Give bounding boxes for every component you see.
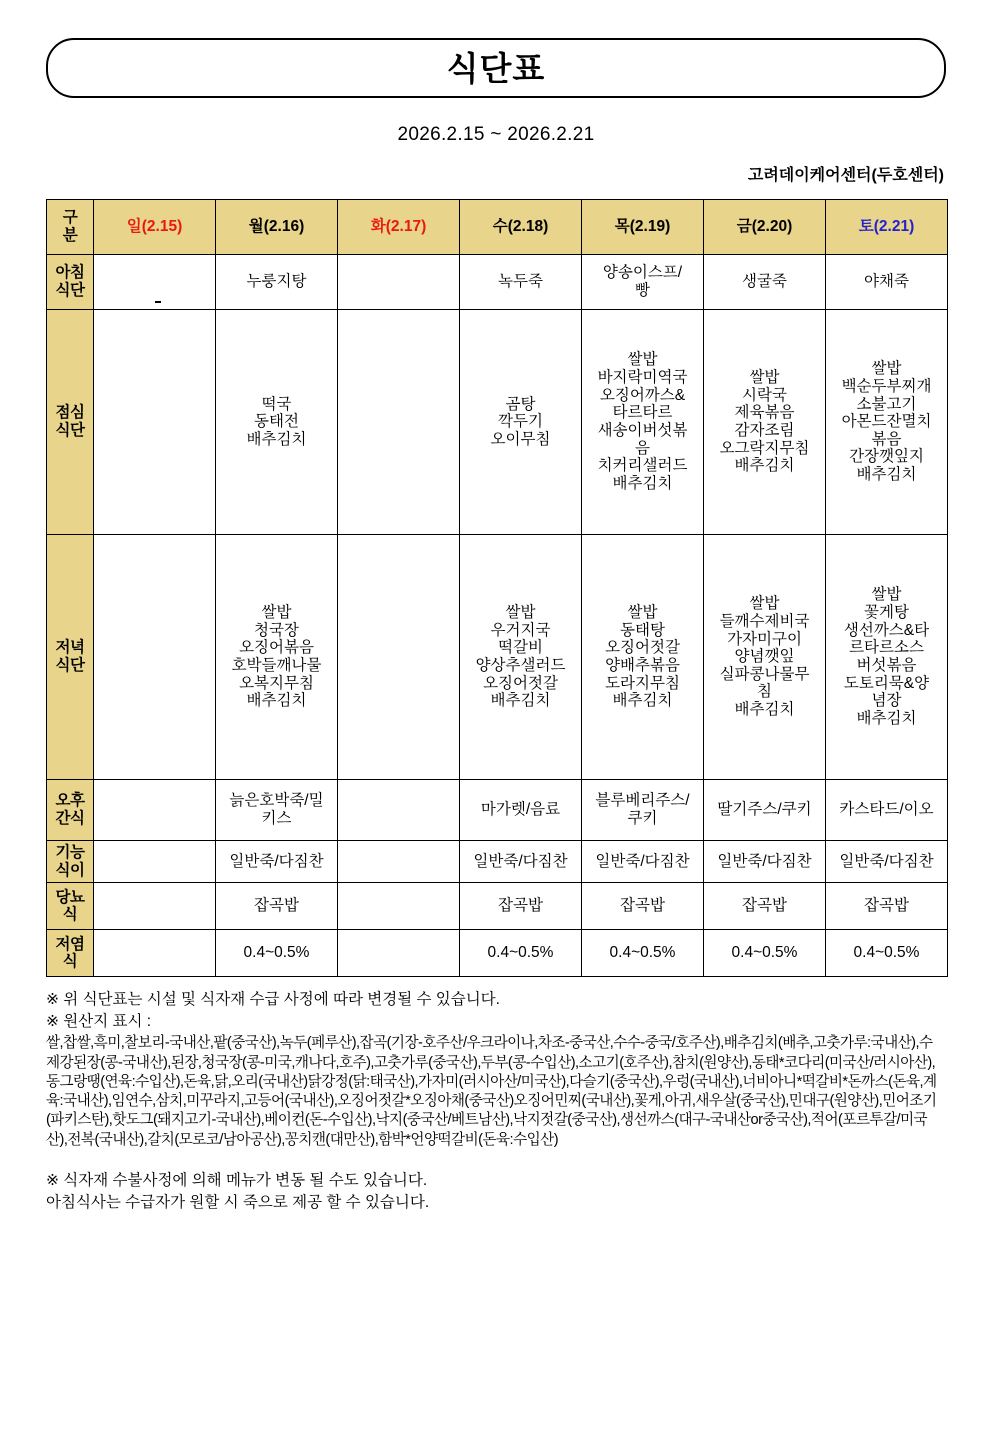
menu-item: 오징어젓갈 (483, 674, 558, 692)
menu-item-list (218, 792, 335, 827)
menu-item: 일반죽/다짐찬 (473, 852, 568, 870)
table-head (47, 200, 948, 255)
menu-cell (460, 930, 582, 977)
menu-item: 누룽지탕 (246, 273, 307, 291)
menu-item: 생굴죽 (742, 273, 787, 291)
menu-cell (582, 255, 704, 310)
menu-item: 쌀밥 (871, 586, 902, 604)
table-row (47, 883, 948, 930)
menu-item: 일반죽/다짐찬 (717, 852, 812, 870)
row-label-line1: 점심 (55, 404, 85, 422)
menu-item: 오징어볶음 (239, 639, 314, 657)
menu-item: 일반죽/다짐찬 (839, 852, 934, 870)
menu-item: 녹두죽 (498, 273, 543, 291)
menu-item-list (828, 897, 945, 915)
menu-item: 양상추샐러드 (475, 657, 566, 674)
menu-item: 0.4~0.5% (243, 944, 310, 962)
menu-item: 실파콩나물무 (719, 665, 810, 683)
day-header-sun: 일(2.15) (94, 200, 216, 255)
menu-item: 간장깻잎지 (849, 448, 924, 466)
row-label-line2: 식 (62, 906, 78, 924)
menu-table-wrap (46, 199, 946, 977)
corner-header-line2: 분 (62, 227, 78, 244)
page-title-banner (46, 38, 946, 98)
menu-item-list (828, 273, 945, 291)
menu-item-list (462, 853, 579, 871)
row-label-line1: 당뇨 (55, 888, 85, 906)
menu-item-list (218, 897, 335, 915)
menu-cell (704, 535, 826, 780)
menu-item-list (462, 897, 579, 915)
menu-item: 제육볶음 (734, 404, 795, 422)
menu-item: 곰탕 (505, 395, 536, 413)
menu-cell (216, 310, 338, 535)
menu-item: 잡곡밥 (864, 897, 909, 915)
row-label-breakfast (47, 255, 94, 310)
menu-item: 쌀밥 (749, 595, 780, 613)
menu-item: 배추김치 (856, 709, 917, 727)
menu-item-list (584, 897, 701, 915)
menu-item-list (706, 853, 823, 871)
menu-item-list (462, 273, 579, 291)
row-label-line1: 기능 (55, 844, 85, 861)
menu-item: 잡곡밥 (742, 897, 787, 915)
menu-cell (94, 310, 216, 535)
menu-item: 치커리샐러드 (597, 457, 688, 475)
menu-cell (826, 310, 948, 535)
menu-item-list (828, 853, 945, 871)
menu-item: 호박들깨나물 (231, 657, 322, 674)
menu-item-list (584, 604, 701, 710)
menu-item-list (462, 801, 579, 819)
menu-item: 르타르소스 (849, 639, 924, 657)
menu-item: 배추김치 (856, 466, 917, 484)
menu-cell (826, 841, 948, 883)
day-header-thu: 목(2.19) (582, 200, 704, 255)
center-name: 고려데이케어센터(두호센터) (747, 167, 944, 184)
note-supply-policy: ※ 식자재 수불사정에 의해 메뉴가 변동 될 수도 있습니다. (46, 1171, 428, 1189)
menu-item: 카스타드/이오 (839, 801, 934, 819)
row-label-line1: 저녁 (55, 639, 85, 657)
menu-item-list (828, 586, 945, 727)
day-header-wed: 수(2.18) (460, 200, 582, 255)
header-row (47, 200, 948, 255)
menu-item: 0.4~0.5% (853, 944, 920, 962)
row-label-line2: 간식 (55, 810, 85, 827)
menu-cell (704, 310, 826, 535)
menu-cell (582, 780, 704, 841)
row-label-line1: 아침 (55, 264, 85, 282)
menu-item: 양배추볶음 (605, 657, 680, 674)
note-origin-body: 쌀,찹쌀,흑미,찰보리-국내산,팥(중국산),녹두(페루산),잡곡(기장-호주산/우크라이나,차조-중국산,수수-중국/호주산),배추김치(배추,고춧가루:국내산),수제강된장(콩-국내산),된장,청국장(콩-미국,캐나다,호주),고춧가루(중국산),두부(콩-수입산),소고기(호주산),참치(원양산),동태*코다리(미국산/러시아산),동그랑땡(연육:수입산),돈육,닭,오리(국내산)닭강정(닭:태국산),가자미(러시아산/미국산),다슬기(중국산),우렁(국내산),너비아니*떡갈비*돈까스(돈육,계육:국내산),임연수,삼치,미꾸라지,고등어(국내산),오징어젓갈*오징아채(중국산)오징어민찌(국내산),꽃게,아귀,새우살(중국산),민대구(원양산),민어조기(파키스탄),핫도그(돼지고기-국내산),베이컨(돈-수입산),낙지(중국산/베트남산),낙지젓갈(중국산),생선까스(대구-국내산or중국산),적어(포르투갈/미국산),전복(국내산),갈치(모로코/남아공산),꽁치캔(대만산),함박*언양떡갈비(돈육:수입산) (46, 1035, 937, 1148)
menu-item: 감자조림 (734, 422, 795, 439)
note-change-policy: ※ 위 식단표는 시설 및 식자재 수급 사정에 따라 변경될 수 있습니다. (46, 991, 500, 1009)
menu-item: 잡곡밥 (254, 897, 299, 915)
menu-cell (216, 535, 338, 780)
menu-item: 타르타르 (612, 404, 673, 422)
row-label-lunch (47, 310, 94, 535)
table-row (47, 780, 948, 841)
menu-item-list (584, 853, 701, 871)
menu-item: 떡갈비 (498, 639, 543, 657)
menu-cell (338, 930, 460, 977)
menu-cell (94, 535, 216, 780)
menu-cell (582, 310, 704, 535)
menu-item: 음 (635, 439, 650, 457)
menu-item: 바지락미역국 (597, 369, 688, 387)
menu-item: 동태탕 (620, 621, 665, 639)
menu-item: 가자미구이 (727, 630, 802, 648)
menu-item-list (218, 396, 335, 449)
table-row (47, 535, 948, 780)
menu-item-list (584, 944, 701, 962)
menu-item: 배추김치 (612, 474, 673, 492)
menu-cell (216, 841, 338, 883)
menu-item: 쿠키 (627, 810, 658, 827)
menu-item: 쌀밥 (749, 369, 780, 387)
menu-item: 배추김치 (490, 692, 551, 710)
day-header-tue: 화(2.17) (338, 200, 460, 255)
menu-cell (216, 883, 338, 930)
menu-cell (704, 930, 826, 977)
menu-item: 쌀밥 (261, 604, 292, 622)
menu-cell (94, 780, 216, 841)
menu-item: 오이무침 (490, 430, 551, 448)
menu-item: 일반죽/다짐찬 (229, 852, 324, 870)
table-row (47, 841, 948, 883)
corner-header-line1: 구 (62, 209, 78, 227)
menu-item-list (218, 273, 335, 291)
menu-item: 키스 (261, 810, 292, 827)
menu-item-list (462, 604, 579, 710)
menu-item: 오그락지무침 (719, 439, 810, 457)
menu-item: 배추김치 (612, 692, 673, 710)
note-origin-heading: ※ 원산지 표시 : (46, 1013, 152, 1031)
day-header-fri: 금(2.20) (704, 200, 826, 255)
row-label-line1: 오후 (55, 792, 85, 810)
menu-item: 잡곡밥 (498, 897, 543, 915)
menu-item: 늙은호박죽/밀 (229, 792, 324, 810)
menu-item-list (706, 273, 823, 291)
menu-cell (826, 780, 948, 841)
menu-item-list (706, 369, 823, 475)
menu-item: 청국장 (254, 621, 299, 639)
menu-cell (704, 841, 826, 883)
row-label-line2: 식이 (55, 861, 85, 879)
menu-cell (582, 841, 704, 883)
menu-cell (94, 255, 216, 310)
menu-item: 오징어젓갈 (605, 639, 680, 657)
menu-cell (338, 255, 460, 310)
menu-item: 오복지무침 (239, 674, 314, 692)
table-row (47, 930, 948, 977)
menu-cell (338, 780, 460, 841)
row-label-line2: 식단 (55, 282, 85, 299)
menu-item: 떡국 (261, 395, 292, 413)
row-label-lowsalt (47, 930, 94, 977)
day-header-mon: 월(2.16) (216, 200, 338, 255)
menu-item: 잡곡밥 (620, 897, 665, 915)
menu-item: 새송이버섯볶 (597, 422, 688, 439)
menu-cell (216, 930, 338, 977)
menu-cell (704, 780, 826, 841)
menu-cell (338, 841, 460, 883)
menu-item-list (584, 264, 701, 299)
menu-cell (704, 883, 826, 930)
menu-item: 야채죽 (864, 273, 909, 291)
menu-cell (582, 535, 704, 780)
menu-cell (94, 930, 216, 977)
menu-item: 배추김치 (734, 457, 795, 475)
menu-item: 배추김치 (246, 692, 307, 710)
menu-cell (338, 310, 460, 535)
menu-item-list (706, 897, 823, 915)
menu-item: 들깨수제비국 (719, 612, 810, 630)
day-header-sat: 토(2.21) (826, 200, 948, 255)
menu-item: 쌀밥 (871, 360, 902, 378)
menu-item-list (218, 604, 335, 710)
menu-cell (338, 883, 460, 930)
menu-cell (94, 841, 216, 883)
page-title: 식단표 (446, 49, 546, 87)
row-label-dinner (47, 535, 94, 780)
menu-item: 마가렛/음료 (480, 801, 561, 819)
menu-cell (216, 255, 338, 310)
menu-item: 시락국 (742, 386, 787, 404)
meal-plan-page (0, 38, 992, 1441)
row-label-line2: 식 (62, 953, 78, 971)
table-row (47, 255, 948, 310)
menu-cell (826, 255, 948, 310)
menu-cell (460, 780, 582, 841)
date-range: 2026.2.15 ~ 2026.2.21 (397, 124, 595, 145)
menu-item: 배추김치 (246, 430, 307, 448)
menu-item: 일반죽/다짐찬 (595, 852, 690, 870)
row-label-line2: 식단 (55, 422, 85, 439)
menu-item: 깍두기 (498, 413, 543, 431)
menu-cell (460, 255, 582, 310)
menu-item: 꽃게탕 (864, 604, 909, 622)
menu-item: 아몬드잔멸치 (841, 413, 932, 431)
menu-item: 0.4~0.5% (731, 944, 798, 962)
menu-cell (216, 780, 338, 841)
menu-cell (582, 883, 704, 930)
menu-item-list (218, 944, 335, 962)
menu-cell (826, 930, 948, 977)
menu-item: 념장 (871, 692, 902, 710)
menu-item: 블루베리주스/ (595, 792, 690, 810)
menu-cell (826, 535, 948, 780)
menu-item: 볶음 (871, 430, 902, 448)
menu-item: 도토리묵&양 (843, 674, 930, 692)
table-body (47, 255, 948, 977)
menu-item: 쌀밥 (627, 351, 658, 369)
menu-cell (460, 310, 582, 535)
menu-cell (460, 883, 582, 930)
menu-item: 0.4~0.5% (487, 944, 554, 962)
menu-item: 양송이스프/ (602, 264, 683, 282)
menu-item-list (828, 360, 945, 484)
menu-cell (582, 930, 704, 977)
menu-item-list (462, 944, 579, 962)
corner-header (47, 200, 94, 255)
menu-item: 오징어까스& (599, 386, 686, 404)
menu-item: 백순두부찌개 (841, 377, 932, 395)
menu-item: 양념깻잎 (734, 648, 795, 666)
menu-item: 버섯볶음 (856, 657, 917, 674)
menu-item-list (706, 801, 823, 819)
menu-cell (704, 255, 826, 310)
menu-item: 동태전 (254, 413, 299, 431)
menu-item-list (828, 801, 945, 819)
note-breakfast-policy: 아침식사는 수급자가 원할 시 죽으로 제공 할 수 있습니다. (46, 1193, 430, 1211)
menu-cell (826, 883, 948, 930)
menu-item-list (462, 396, 579, 449)
menu-item-list (584, 351, 701, 492)
weekly-menu-table (46, 199, 948, 977)
row-label-line1: 저염 (55, 935, 85, 953)
menu-item-list (706, 944, 823, 962)
row-label-line2: 식단 (55, 657, 85, 674)
menu-item: 배추김치 (734, 701, 795, 719)
menu-item: 딸기주스/쿠키 (717, 801, 812, 819)
menu-cell (338, 535, 460, 780)
menu-cell (460, 841, 582, 883)
menu-item: 소불고기 (856, 395, 917, 413)
row-label-diabetic (47, 883, 94, 930)
menu-item: 우거지국 (490, 621, 551, 639)
menu-item: 침 (757, 683, 772, 701)
menu-cell (94, 883, 216, 930)
row-label-snack (47, 780, 94, 841)
menu-item-list (218, 853, 335, 871)
notes-block (46, 989, 946, 1214)
menu-item-list (828, 944, 945, 962)
row-label-functional (47, 841, 94, 883)
menu-item: 0.4~0.5% (609, 944, 676, 962)
menu-item-list (584, 792, 701, 827)
table-row (47, 310, 948, 535)
menu-item: 도라지무침 (605, 674, 680, 692)
menu-item: 쌀밥 (627, 604, 658, 622)
menu-item: 쌀밥 (505, 604, 536, 622)
menu-cell (460, 535, 582, 780)
menu-item-list (706, 595, 823, 719)
menu-item: 빵 (635, 282, 650, 299)
menu-item: 생선까스&타 (843, 621, 930, 639)
notes-spacer (46, 1150, 946, 1170)
